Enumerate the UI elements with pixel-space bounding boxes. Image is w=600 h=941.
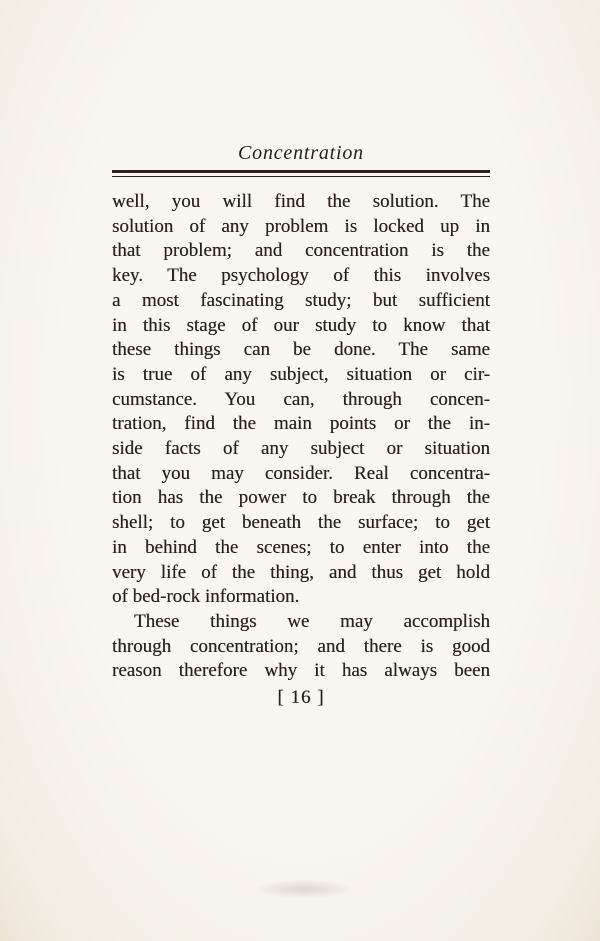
text-line: these things can be done. The same: [112, 339, 490, 361]
text-line: that you may consider. Real concentra-: [112, 462, 490, 484]
body-text: [112, 190, 490, 684]
text-line: in behind the scenes; to enter into the: [112, 536, 490, 558]
text-line: a most fascinating study; but sufficient: [112, 289, 490, 311]
text-line: is true of any subject, situation or cir-: [112, 363, 490, 385]
page-content: [112, 142, 490, 709]
page-number: [ 16 ]: [277, 687, 325, 709]
text-line: key. The psychology of this involves: [112, 265, 490, 287]
text-line: very life of the thing, and thus get hold: [112, 561, 490, 583]
text-line: through concentration; and there is good: [112, 635, 490, 657]
text-line: solution of any problem is locked up in: [112, 215, 490, 237]
text-line: tion has the power to break through the: [112, 487, 490, 509]
running-header-title: Concentration: [238, 142, 364, 164]
text-line: shell; to get beneath the surface; to get: [112, 512, 490, 534]
text-line: in this stage of our study to know that: [112, 314, 490, 336]
text-line: tration, find the main points or the in-: [112, 413, 490, 435]
text-line: These things we may accomplish: [134, 610, 490, 632]
text-line: side facts of any subject or situation: [112, 438, 490, 460]
text-line: that problem; and concentration is the: [112, 240, 490, 262]
header-double-rule: [112, 170, 490, 177]
text-line: cumstance. You can, through concen-: [112, 388, 490, 410]
text-line: reason therefore why it has always been: [112, 660, 490, 682]
running-header: [112, 142, 490, 177]
text-line: of bed-rock information.: [112, 586, 300, 608]
scan-smudge: [252, 879, 356, 899]
text-line: well, you will find the solution. The: [112, 191, 490, 212]
